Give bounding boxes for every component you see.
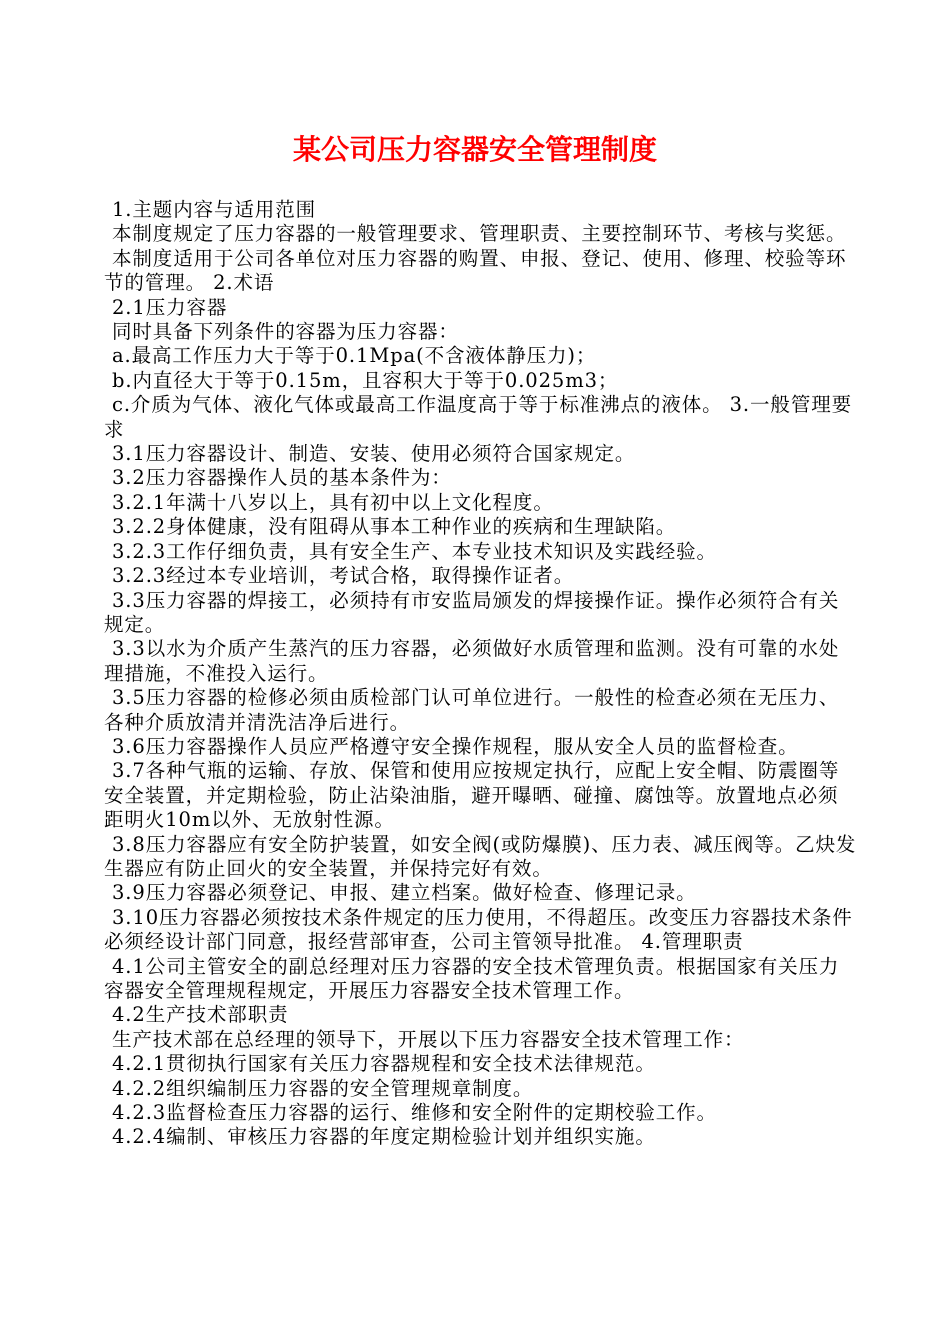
paragraph: 3.6压力容器操作人员应严格遵守安全操作规程，服从安全人员的监督检查。	[112, 734, 799, 758]
paragraph: 4.2.2组织编制压力容器的安全管理规章制度。	[112, 1076, 534, 1100]
paragraph: 同时具备下列条件的容器为压力容器：	[112, 320, 459, 344]
paragraph: 本制度规定了压力容器的一般管理要求、管理职责、主要控制环节、考核与奖惩。	[112, 222, 847, 246]
paragraph: 3.1压力容器设计、制造、安装、使用必须符合国家规定。	[112, 442, 636, 466]
paragraph: 本制度适用于公司各单位对压力容器的购置、申报、登记、使用、修理、校验等环节的管理。 2.术语	[104, 246, 847, 295]
paragraph: b.内直径大于等于0.15m，且容积大于等于0.025m3；	[112, 368, 619, 392]
paragraph: 4.2.4编制、审核压力容器的年度定期检验计划并组织实施。	[112, 1125, 656, 1149]
paragraph: 3.5压力容器的检修必须由质检部门认可单位进行。一般性的检查必须在无压力、各种介质放清并清洗洁净后进行。	[104, 686, 840, 734]
paragraph: 4.2.3监督检查压力容器的运行、维修和安全附件的定期校验工作。	[112, 1101, 717, 1125]
paragraph: a.最高工作压力大于等于0.1Mpa(不含液体静压力)；	[112, 344, 597, 368]
paragraph: 3.7各种气瓶的运输、存放、保管和使用应按规定执行，应配上安全帽、防震圈等安全装置，并定期检验，防止沾染油脂，避开曝晒、碰撞、腐蚀等。放置地点必须距明火10m以外、无放射性源。	[104, 759, 840, 832]
paragraph: 3.9压力容器必须登记、申报、建立档案。做好检查、修理记录。	[112, 881, 697, 905]
paragraph: 3.2压力容器操作人员的基本条件为：	[112, 466, 452, 490]
paragraph: 4.2.1贯彻执行国家有关压力容器规程和安全技术法律规范。	[112, 1052, 656, 1076]
paragraph: 3.2.3工作仔细负责，具有安全生产、本专业技术知识及实践经验。	[112, 539, 717, 563]
paragraph: 2.1压力容器	[112, 295, 228, 319]
document-title: 某公司压力容器安全管理制度	[292, 133, 657, 166]
paragraph: 3.10压力容器必须按技术条件规定的压力使用，不得超压。改变压力容器技术条件必须经设计部门同意，报经营部审查，公司主管领导批准。 4.管理职责	[104, 905, 853, 954]
document-body	[104, 198, 858, 1150]
paragraph: 生产技术部在总经理的领导下，开展以下压力容器安全技术管理工作：	[112, 1027, 745, 1051]
paragraph: 4.2生产技术部职责	[112, 1003, 289, 1027]
paragraph: 3.8压力容器应有安全防护装置，如安全阀(或防爆膜)、压力表、减压阀等。乙炔发生器应有防止回火的安全装置，并保持完好有效。	[104, 832, 857, 880]
paragraph: 3.2.3经过本专业培训，考试合格，取得操作证者。	[112, 564, 575, 588]
paragraph: 3.2.1年满十八岁以上，具有初中以上文化程度。	[112, 490, 554, 514]
paragraph: 1.主题内容与适用范围	[112, 198, 317, 221]
paragraph: c.介质为气体、液化气体或最高工作温度高于等于标准沸点的液体。 3.一般管理要求	[104, 393, 853, 441]
paragraph: 3.3压力容器的焊接工，必须持有市安监局颁发的焊接操作证。操作必须符合有关规定。	[104, 588, 840, 636]
paragraph: 3.2.2身体健康，没有阻碍从事本工种作业的疾病和生理缺陷。	[112, 515, 677, 539]
paragraph: 3.3以水为介质产生蒸汽的压力容器，必须做好水质管理和监测。没有可靠的水处理措施，不准投入运行。	[104, 637, 840, 685]
paragraph: 4.1公司主管安全的副总经理对压力容器的安全技术管理负责。根据国家有关压力容器安全管理规程规定，开展压力容器安全技术管理工作。	[104, 954, 840, 1002]
